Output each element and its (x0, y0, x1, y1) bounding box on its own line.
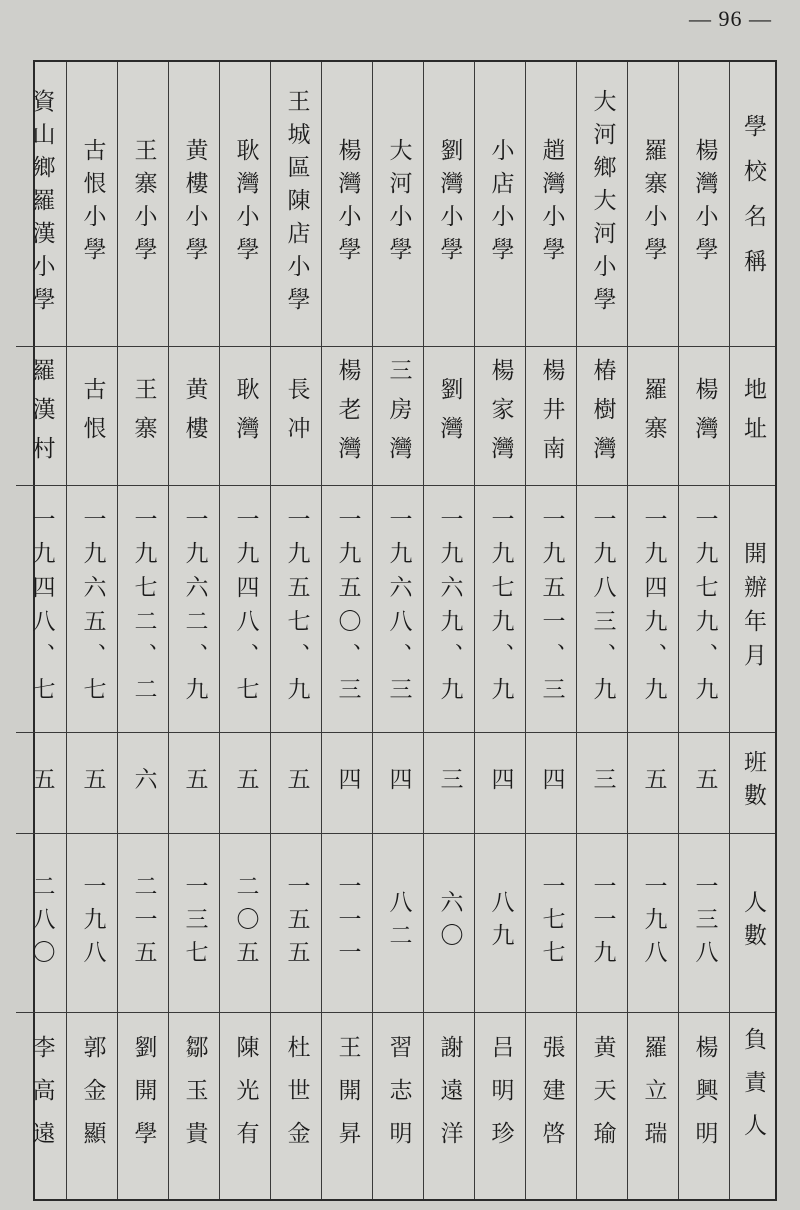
classes: 五 (691, 766, 718, 800)
students-cell (16, 834, 66, 1013)
header-school-name-cell (730, 62, 775, 347)
header-founded-cell (730, 486, 775, 733)
principal: 張建啓 (538, 1035, 565, 1164)
school-name: 古恨小學 (79, 138, 106, 270)
principal: 羅立瑞 (640, 1035, 667, 1164)
classes: 五 (232, 766, 259, 800)
classes-cell (118, 733, 168, 834)
founded: 一九四八、七 (28, 507, 55, 711)
founded: 一九六五、七 (79, 507, 106, 711)
principal-cell (526, 1013, 576, 1199)
founded: 一九六二、九 (181, 507, 208, 711)
principal-cell (424, 1013, 474, 1199)
address-cell (526, 347, 576, 486)
address-cell (373, 347, 423, 486)
classes-cell (67, 733, 117, 834)
founded-cell (322, 486, 372, 733)
classes: 三 (589, 766, 616, 800)
classes-cell (577, 733, 627, 834)
table-row (423, 62, 474, 1199)
founded: 一九七九、九 (691, 507, 718, 711)
table-row (168, 62, 219, 1199)
classes: 五 (640, 766, 667, 800)
address-cell (220, 347, 270, 486)
principal-cell (271, 1013, 321, 1199)
classes-cell (322, 733, 372, 834)
address: 羅寨 (640, 377, 667, 455)
students-cell (169, 834, 219, 1013)
founded: 一九五〇、三 (334, 507, 361, 711)
students: 一三八 (691, 873, 718, 973)
principal: 楊興明 (691, 1035, 718, 1164)
classes-cell (373, 733, 423, 834)
school-name-cell (67, 62, 117, 347)
students-cell (322, 834, 372, 1013)
classes: 五 (283, 766, 310, 800)
school-name-cell (526, 62, 576, 347)
founded: 一九五一、三 (538, 507, 565, 711)
classes-cell (679, 733, 729, 834)
school-name-cell (169, 62, 219, 347)
school-name-cell (118, 62, 168, 347)
header-students: 人數 (740, 890, 766, 956)
principal: 王開昇 (334, 1035, 361, 1164)
school-name-cell (475, 62, 525, 347)
founded: 一九五七、九 (283, 507, 310, 711)
table-row (474, 62, 525, 1199)
school-name: 黄樓小學 (181, 138, 208, 270)
header-principal: 負責人 (740, 1027, 766, 1156)
table-header-column (729, 62, 775, 1199)
founded: 一九七九、九 (487, 507, 514, 711)
principal: 杜世金 (283, 1035, 310, 1164)
school-table (28, 60, 777, 1201)
classes-cell (628, 733, 678, 834)
principal-cell (679, 1013, 729, 1199)
classes: 六 (130, 766, 157, 800)
address-cell (169, 347, 219, 486)
founded: 一九七二、二 (130, 507, 157, 711)
address-cell (577, 347, 627, 486)
students: 一一九 (589, 873, 616, 973)
founded: 一九六九、九 (436, 507, 463, 711)
address-cell (271, 347, 321, 486)
principal: 郭金顯 (79, 1035, 106, 1164)
school-name: 王城區陳店小學 (283, 88, 310, 320)
students-cell (628, 834, 678, 1013)
address-cell (118, 347, 168, 486)
classes: 五 (28, 766, 55, 800)
principal: 劉開學 (130, 1035, 157, 1164)
founded: 一九八三、九 (589, 507, 616, 711)
principal: 吕明珍 (487, 1035, 514, 1164)
address-cell (67, 347, 117, 486)
address: 楊老灣 (334, 357, 361, 475)
students-cell (679, 834, 729, 1013)
founded-cell (271, 486, 321, 733)
header-address: 地址 (740, 377, 766, 455)
students: 一一一 (334, 873, 361, 973)
students-cell (475, 834, 525, 1013)
principal-cell (577, 1013, 627, 1199)
address: 楊井南 (538, 357, 565, 475)
school-name-cell (424, 62, 474, 347)
school-name: 王寨小學 (130, 138, 157, 270)
classes-cell (220, 733, 270, 834)
founded: 一九四八、七 (232, 507, 259, 711)
founded-cell (475, 486, 525, 733)
founded-cell (628, 486, 678, 733)
school-name-cell (577, 62, 627, 347)
students: 八二 (385, 890, 412, 956)
students-cell (577, 834, 627, 1013)
classes-cell (16, 733, 66, 834)
table-row (525, 62, 576, 1199)
header-classes-cell (730, 733, 775, 834)
classes-cell (271, 733, 321, 834)
students-cell (118, 834, 168, 1013)
principal: 習志明 (385, 1035, 412, 1164)
founded-cell (16, 486, 66, 733)
principal: 李高遠 (28, 1035, 55, 1164)
founded-cell (424, 486, 474, 733)
students: 一七七 (538, 873, 565, 973)
students: 二〇五 (232, 873, 259, 973)
school-name-cell (679, 62, 729, 347)
founded-cell (373, 486, 423, 733)
school-name-cell (16, 62, 66, 347)
students-cell (220, 834, 270, 1013)
founded: 一九六八、三 (385, 507, 412, 711)
table-row (16, 62, 66, 1199)
school-name-cell (322, 62, 372, 347)
header-principal-cell (730, 1013, 775, 1199)
table-row (372, 62, 423, 1199)
principal: 黄天瑜 (589, 1035, 616, 1164)
classes: 四 (538, 766, 565, 800)
address-cell (322, 347, 372, 486)
table-row (270, 62, 321, 1199)
address: 楊灣 (691, 377, 718, 455)
header-founded: 開辦年月 (740, 541, 766, 677)
students-cell (526, 834, 576, 1013)
principal-cell (16, 1013, 66, 1199)
table-row (321, 62, 372, 1199)
classes-cell (475, 733, 525, 834)
students-cell (424, 834, 474, 1013)
header-classes: 班數 (740, 750, 766, 816)
table-row (117, 62, 168, 1199)
principal-cell (628, 1013, 678, 1199)
address: 王寨 (130, 377, 157, 455)
principal-cell (169, 1013, 219, 1199)
principal-cell (322, 1013, 372, 1199)
address: 劉灣 (436, 377, 463, 455)
classes: 五 (79, 766, 106, 800)
founded: 一九四九、九 (640, 507, 667, 711)
founded-cell (526, 486, 576, 733)
header-students-cell (730, 834, 775, 1013)
principal: 鄒玉貴 (181, 1035, 208, 1164)
address-cell (475, 347, 525, 486)
students-cell (67, 834, 117, 1013)
classes: 五 (181, 766, 208, 800)
founded-cell (169, 486, 219, 733)
address-cell (679, 347, 729, 486)
principal-cell (475, 1013, 525, 1199)
principal: 陳光有 (232, 1035, 259, 1164)
school-name: 楊灣小學 (334, 138, 361, 270)
school-name: 劉灣小學 (436, 138, 463, 270)
principal-cell (118, 1013, 168, 1199)
school-name: 羅寨小學 (640, 138, 667, 270)
school-name: 耿灣小學 (232, 138, 259, 270)
founded-cell (67, 486, 117, 733)
address: 羅漢村 (28, 357, 55, 475)
founded-cell (118, 486, 168, 733)
school-name: 大河小學 (385, 138, 412, 270)
header-address-cell (730, 347, 775, 486)
table-row (576, 62, 627, 1199)
address-cell (424, 347, 474, 486)
founded-cell (220, 486, 270, 733)
classes-cell (169, 733, 219, 834)
address-cell (16, 347, 66, 486)
classes: 四 (334, 766, 361, 800)
school-name: 趙灣小學 (538, 138, 565, 270)
school-name: 小店小學 (487, 138, 514, 270)
classes: 四 (487, 766, 514, 800)
students: 六〇 (436, 890, 463, 956)
header-school-name: 學校名稱 (740, 114, 766, 294)
students: 一九八 (79, 873, 106, 973)
table-row (66, 62, 117, 1199)
address: 楊家灣 (487, 357, 514, 475)
students: 一五五 (283, 873, 310, 973)
table-row (678, 62, 729, 1199)
school-name: 大河鄉大河小學 (589, 88, 616, 320)
address: 古恨 (79, 377, 106, 455)
table-row (627, 62, 678, 1199)
classes: 三 (436, 766, 463, 800)
classes: 四 (385, 766, 412, 800)
address: 椿樹灣 (589, 357, 616, 475)
address: 三房灣 (385, 357, 412, 475)
principal-cell (220, 1013, 270, 1199)
address-cell (628, 347, 678, 486)
founded-cell (577, 486, 627, 733)
address: 黄樓 (181, 377, 208, 455)
students: 二一五 (130, 873, 157, 973)
school-name-cell (220, 62, 270, 347)
school-name-cell (271, 62, 321, 347)
page-number: — 96 — (689, 6, 772, 31)
students-cell (373, 834, 423, 1013)
students: 二八〇 (28, 873, 55, 973)
school-name: 楊灣小學 (691, 138, 718, 270)
classes-cell (526, 733, 576, 834)
school-name-cell (628, 62, 678, 347)
students-cell (271, 834, 321, 1013)
table-row (219, 62, 270, 1199)
school-name: 資山鄉羅漢小學 (28, 88, 55, 320)
principal-cell (67, 1013, 117, 1199)
founded-cell (679, 486, 729, 733)
school-name-cell (373, 62, 423, 347)
students: 八九 (487, 890, 514, 956)
principal: 謝遠洋 (436, 1035, 463, 1164)
students: 一三七 (181, 873, 208, 973)
classes-cell (424, 733, 474, 834)
students: 一九八 (640, 873, 667, 973)
address: 耿灣 (232, 377, 259, 455)
address: 長冲 (283, 377, 310, 455)
principal-cell (373, 1013, 423, 1199)
